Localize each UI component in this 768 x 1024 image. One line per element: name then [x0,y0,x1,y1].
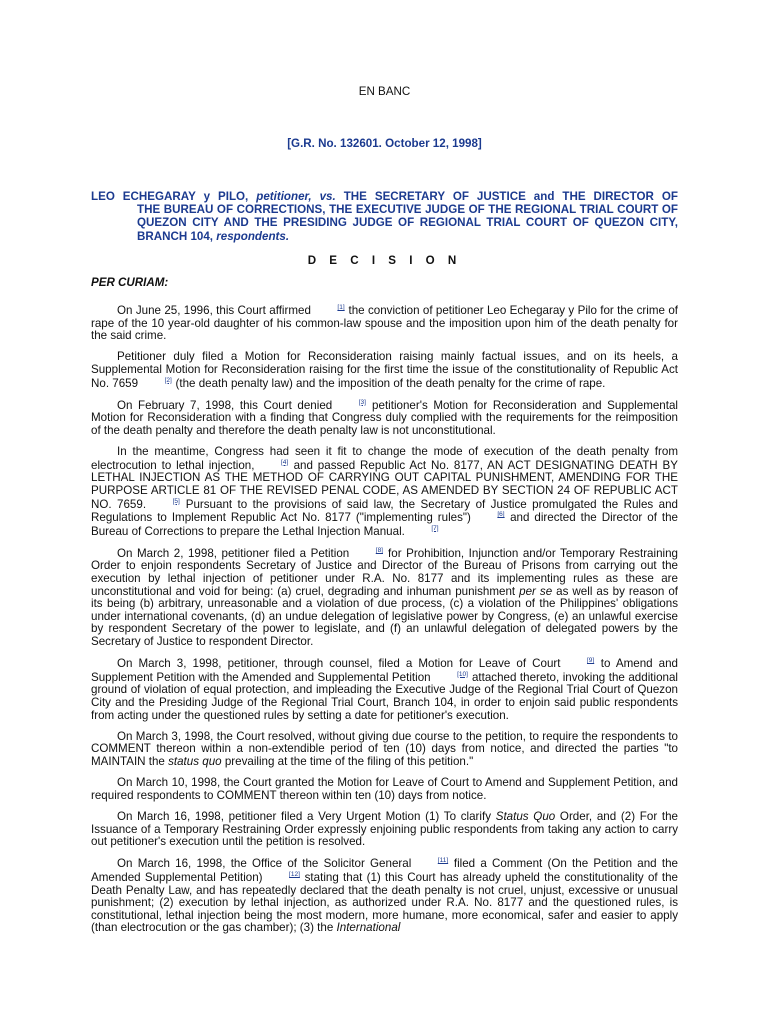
footnote-link[interactable]: [8] [375,546,383,554]
paragraph-text: On June 25, 1996, this Court affirmed [117,304,311,317]
paragraph-text: Pursuant to the provisions of said law, the Secretary of Justice promulgated the Rules and Regulations to Implement Republic Act No. 8177 ("implementing rules") [91,497,678,525]
paragraph-text: prevailing at the time of the filing of this petition." [221,754,474,768]
respondents-role: respondents. [216,229,290,243]
paragraph-text: Order, and (2) For the Issuance of a Temporary Restraining Order expressly enjoining public respondents from taking any action to carry out petitioner's execution until the petition is resolved. [91,809,678,849]
footnote-link[interactable]: [10] [457,670,468,678]
paragraph-text: On March 3, 1998, petitioner, through counsel, filed a Motion for Leave of Court [117,657,561,671]
footnote-link[interactable]: [9] [586,657,595,665]
paragraph-8 [91,777,678,802]
emphasis-text: Status Quo [495,809,556,823]
paragraph-text: (the death penalty law) and the imposition of the death penalty for the crime of rape. [172,376,606,390]
petitioner-name: LEO ECHEGARAY y PILO, [91,190,249,203]
paragraph-5 [91,547,678,649]
paragraph-10 [91,857,678,935]
paragraph-text: for Prohibition, Injunction and/or Temporary Restraining Order to enjoin respondents Secretary of Justice and Director of the Bureau of Prisons from carrying out the execution by lethal injection of petitioner under R.A. No. 8177 and its implementing rules as these are unconstitutional and void for being: (a) cruel, degrading and inhuman punishment [91,546,678,598]
paragraph-2 [91,351,678,390]
footnote-link[interactable]: [6] [497,511,505,519]
decision-body [91,304,678,943]
footnote-link[interactable]: [5] [172,497,180,505]
case-caption [91,190,678,243]
footnote-link[interactable]: [7] [431,524,439,532]
paragraph-text: and directed the Director of the Bureau of Corrections to prepare the Lethal Injection Manual. [91,511,678,538]
paragraph-text: to Amend and Supplement Petition with the Amended and Supplemental Petition [91,657,678,684]
per-curiam-label: PER CURIAM: [91,276,169,289]
caption-first-line [91,190,678,203]
paragraph-text: stating that (1) this Court has already upheld the constitutionality of the Death Penalty Law, and has repeatedly declared that the death penalty is not cruel, unjust, excessive or unusual punishment; (2) execution by lethal injection, as authorized under R.A. No. 8177 and the questioned rules, is constitutional, lethal injection being the most modern, more humane, more economical, safer and easier to apply (than electrocution or the gas chamber); (3) the [91,870,678,935]
paragraph-1 [91,304,678,343]
paragraph-text: On March 16, 1998, petitioner filed a Very Urgent Motion (1) To clarify [117,809,496,823]
paragraph-7 [91,731,678,769]
paragraph-text: and passed Republic Act No. 8177, AN ACT DESIGNATING DEATH BY LETHAL INJECTION AS THE METHOD OF CARRYING OUT CAPITAL PUNISHMENT, AMENDING FOR THE PURPOSE ARTICLE 81 OF THE REVISED PENAL CODE, AS AMENDED BY SECTION 24 OF REPUBLIC ACT NO. 7659. [91,458,678,511]
respondents-line1: THE SECRETARY OF JUSTICE and THE DIRECTOR OF [343,190,678,203]
case-number-heading: [G.R. No. 132601. October 12, 1998] [287,137,482,150]
caption-respondents [91,203,678,243]
footnote-link[interactable]: [11] [437,857,449,865]
paragraph-9 [91,811,678,849]
respondents-rest: THE BUREAU OF CORRECTIONS, THE EXECUTIVE JUDGE OF THE REGIONAL TRIAL COURT OF QUEZON CITY AND THE PRESIDING JUDGE OF REGIONAL TRIAL COURT OF QUEZON CITY, BRANCH 104, [137,203,678,243]
footnote-link[interactable]: [2] [164,376,172,384]
footnote-link[interactable]: [12] [289,870,300,878]
paragraph-text: filed a Comment (On the Petition and the Amended Supplemental Petition) [91,857,678,884]
paragraph-text: On February 7, 1998, this Court denied [117,398,333,412]
emphasis-text: status quo [168,754,222,768]
paragraph-text: On March 16, 1998, the Office of the Solicitor General [117,857,412,871]
paragraph-text: On March 2, 1998, petitioner filed a Petition [117,546,350,560]
paragraph-4 [91,446,678,538]
paragraph-text: In the meantime, Congress had seen it fit to change the mode of execution of the death penalty from electrocution to lethal injection, [91,445,678,472]
footnote-link[interactable]: [4] [280,458,289,466]
paragraph-text: attached thereto, invoking the additional ground of violation of equal protection, and impleading the Executive Judge of the Regional Trial Court of Quezon City and the Presiding Judge of the Regional Trial Court, Branch 104, in order to enjoin said public respondents from acting under the questioned rules by setting a date for petitioner's execution. [91,670,678,722]
footnote-link[interactable]: [1] [337,304,345,311]
paragraph-text: petitioner's Motion for Reconsideration and Supplemental Motion for Reconsideration with a finding that Congress duly complied with the requirements for the reimposition of the death penalty and therefore the death penalty law is not unconstitutional. [91,398,679,437]
decision-heading: D E C I S I O N [307,254,462,267]
court-division-heading: EN BANC [358,85,411,98]
emphasis-text: International [336,921,401,935]
footnote-link[interactable]: [3] [358,398,366,406]
paragraph-text: Petitioner duly filed a Motion for Reconsideration raising mainly factual issues, and on its heels, a Supplemental Motion for Reconsideration raising for the first time the issue of the constitutionality of Republic Act No. 7659 [91,350,678,390]
paragraph-6 [91,657,678,722]
paragraph-3 [91,399,678,438]
paragraph-text: On March 3, 1998, the Court resolved, without giving due course to the petition, to require the respondents to COMMENT thereon within a non-extendible period of ten (10) days from notice, and directed the parties "to MAINTAIN the [91,729,678,768]
paragraph-text: as well as by reason of its being (b) arbitrary, unreasonable and a violation of due process, (c) a violation of the Philippines' obligations under international covenants, (d) an undue delegation of legislative power by Congress, (e) an unlawful exercise by respondent Secretary of the power to legislate, and (f) an unlawful delegation of delegated powers by the Secretary of Justice to respondent Director. [91,584,679,649]
petitioner-role: petitioner, vs. [256,190,336,203]
emphasis-text: per se [519,584,553,598]
paragraph-text: the conviction of petitioner Leo Echegaray y Pilo for the crime of rape of the 10 year-old daughter of his common-law spouse and the imposition upon him of the death penalty for the said crime. [91,304,678,343]
paragraph-text: On March 10, 1998, the Court granted the Motion for Leave of Court to Amend and Supplement Petition, and required respondents to COMMENT thereon within ten (10) days from notice. [91,776,678,802]
